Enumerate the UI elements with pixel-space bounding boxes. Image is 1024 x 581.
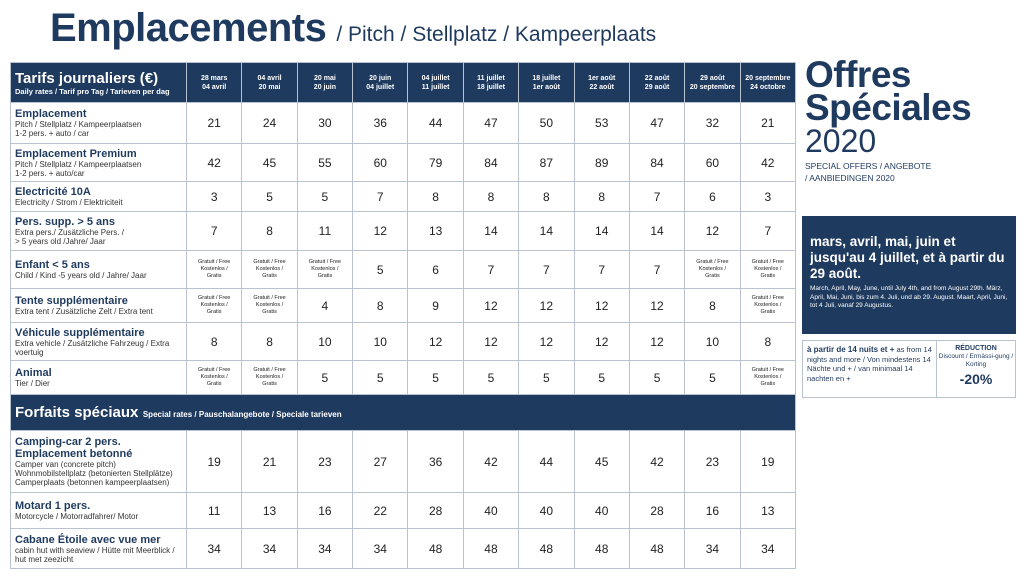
- rate-cell: 10: [353, 323, 408, 361]
- rates-header-label: Tarifs journaliers (€) Daily rates / Tarif pro Tag / Tarieven per dag: [11, 63, 187, 103]
- rate-translation: hut met zeezicht: [15, 554, 74, 564]
- rate-row-label: [11, 251, 187, 289]
- rate-cell: 8: [408, 182, 463, 212]
- rate-cell: 34: [740, 529, 795, 569]
- rate-cell: 40: [463, 493, 518, 529]
- offers-title-line1: Offres: [805, 54, 911, 95]
- free-label: Gratuit / Free: [197, 295, 231, 301]
- date-column-header: [187, 63, 242, 103]
- rate-cell: 9: [408, 289, 463, 323]
- rate-cell-free: [187, 289, 242, 323]
- rate-cell: 89: [574, 144, 629, 182]
- free-label: Gratis: [262, 381, 277, 387]
- rate-cell: 5: [463, 361, 518, 395]
- date-column-header: [574, 63, 629, 103]
- rate-row-label: [11, 361, 187, 395]
- rate-cell: 6: [408, 251, 463, 289]
- free-label: Gratuit / Free: [308, 259, 342, 265]
- discount-condition-text: as from 14 nights and more / Von mindestens 14 Nächte und + / van minimaal 14 nachten en +: [807, 345, 932, 383]
- free-label: Gratuit / Free: [253, 295, 286, 301]
- free-label: Gratis: [760, 309, 776, 315]
- free-label: Gratis: [760, 381, 776, 387]
- rate-cell-free: [187, 251, 242, 289]
- rate-cell: 13: [740, 493, 795, 529]
- rate-row: [11, 431, 796, 493]
- rate-cell: 53: [574, 103, 629, 144]
- offers-year: 2020: [805, 123, 877, 159]
- date-column-header: [740, 63, 795, 103]
- rate-cell: 42: [629, 431, 684, 493]
- rate-row: [11, 529, 796, 569]
- rate-translation: 1-2 pers. + auto / car: [15, 129, 90, 138]
- rate-cell: 4: [297, 289, 352, 323]
- rate-cell: 12: [519, 323, 574, 361]
- rate-cell: 3: [187, 182, 242, 212]
- rate-cell: 23: [297, 431, 352, 493]
- offers-subtitle-1: SPECIAL OFFERS / ANGEBOTE: [805, 161, 932, 171]
- rate-cell: 13: [408, 212, 463, 251]
- rate-cell: 19: [187, 431, 242, 493]
- date-column-header: [408, 63, 463, 103]
- rate-cell: 7: [187, 212, 242, 251]
- rate-cell: 84: [463, 144, 518, 182]
- date-label: 04 juillet: [421, 74, 450, 82]
- free-label: Kostenlos /: [255, 302, 284, 308]
- rate-cell: 48: [519, 529, 574, 569]
- rate-row: [11, 361, 796, 395]
- offers-panel: [805, 54, 1020, 184]
- rates-table: [10, 62, 796, 569]
- date-label: 20 juin: [369, 74, 392, 82]
- rate-translation: Pitch / Stellplatz / Kampeerplaatsen: [15, 159, 142, 169]
- rate-cell: 5: [242, 182, 297, 212]
- rate-name: Pers. supp. > 5 ans: [15, 216, 115, 228]
- rate-cell: 44: [408, 103, 463, 144]
- rate-cell: 12: [463, 289, 518, 323]
- free-label: Gratis: [317, 273, 333, 279]
- free-label: Gratuit / Free: [197, 367, 231, 373]
- rate-name: Motard 1 pers.: [15, 500, 91, 512]
- rate-translation: Extra vehicle / Zusätzliche Fahrzeug / Extra: [15, 338, 170, 348]
- rate-translation: Camper van (concrete pitch): [15, 460, 116, 469]
- rate-row: [11, 144, 796, 182]
- date-label: 04 juillet: [366, 83, 395, 91]
- rate-cell: 8: [685, 289, 740, 323]
- rate-row: [11, 493, 796, 529]
- rate-row-label: [11, 493, 187, 529]
- date-label: 11 juillet: [421, 83, 450, 91]
- date-label: 24 octobre: [750, 83, 786, 91]
- discount-label: RÉDUCTION: [955, 345, 997, 352]
- free-label: Gratuit / Free: [751, 367, 784, 373]
- rate-cell: 32: [685, 103, 740, 144]
- rate-translation: Motorcycle / Motorradfahrer/ Motor: [15, 512, 139, 521]
- rate-translation: Camperplaats (betonnen kampeerplaatsen): [15, 478, 170, 487]
- date-label: 11 juillet: [477, 74, 505, 82]
- rate-translation: cabin hut with seaview / Hütte mit Meerblick /: [15, 545, 175, 555]
- date-column-header: [519, 63, 574, 103]
- rate-cell: 21: [187, 103, 242, 144]
- date-label: 20 mai: [314, 74, 336, 82]
- special-rates-body: [11, 431, 796, 569]
- rate-cell: 34: [187, 529, 242, 569]
- rate-cell: 36: [353, 103, 408, 144]
- discount-condition-bold: à partir de 14 nuits et +: [807, 345, 895, 354]
- discount-value-cell: [937, 341, 1015, 397]
- rates-header-row: [11, 63, 796, 103]
- rate-cell: 16: [685, 493, 740, 529]
- rate-cell: 16: [297, 493, 352, 529]
- rate-cell: 87: [519, 144, 574, 182]
- rate-cell: 27: [353, 431, 408, 493]
- free-label: Gratuit / Free: [751, 295, 784, 301]
- rate-cell: 13: [242, 493, 297, 529]
- rate-cell: 28: [629, 493, 684, 529]
- free-label: Kostenlos /: [200, 266, 228, 272]
- date-column-header: [297, 63, 352, 103]
- rate-cell: 55: [297, 144, 352, 182]
- free-label: Gratuit / Free: [197, 259, 231, 265]
- rate-cell: 28: [408, 493, 463, 529]
- rate-cell: 12: [519, 289, 574, 323]
- free-label: Gratis: [206, 273, 222, 279]
- rate-cell: 34: [353, 529, 408, 569]
- rate-translation: Electricity / Strom / Elektriciteit: [15, 198, 123, 207]
- rate-cell: 5: [629, 361, 684, 395]
- free-label: Gratuit / Free: [253, 259, 286, 265]
- rate-cell: 7: [519, 251, 574, 289]
- rate-cell: 14: [519, 212, 574, 251]
- date-label: 20 mai: [258, 83, 281, 91]
- rate-row: [11, 323, 796, 361]
- date-label: 20 septembre: [689, 83, 735, 91]
- rate-cell: 34: [685, 529, 740, 569]
- rate-cell: 48: [629, 529, 684, 569]
- free-label: Kostenlos /: [754, 266, 782, 272]
- rate-cell: 40: [519, 493, 574, 529]
- discount-box: [802, 340, 1016, 398]
- rate-cell: 8: [187, 323, 242, 361]
- promo-text: March, April, May, June, until July 4th, and from August 29th. März, April, Mai, Juni, bis zum 4. Juli, und ab 29. August. Maart, April, Juni, tot 4 Juli, vanaf 29 Augustus.: [810, 285, 1008, 309]
- rate-cell-free: [187, 361, 242, 395]
- rate-row-label: [11, 289, 187, 323]
- free-label: Kostenlos /: [698, 266, 727, 272]
- rate-cell-free: [740, 361, 795, 395]
- discount-condition: [803, 341, 937, 397]
- rate-row-label: [11, 144, 187, 182]
- rate-cell-free: [242, 289, 297, 323]
- rate-cell: 11: [297, 212, 352, 251]
- rate-cell: 14: [629, 212, 684, 251]
- rate-cell: 48: [463, 529, 518, 569]
- date-label: 18 juillet: [476, 83, 505, 91]
- rate-cell: 42: [463, 431, 518, 493]
- rate-cell: 84: [629, 144, 684, 182]
- rate-cell: 11: [187, 493, 242, 529]
- rate-row: [11, 212, 796, 251]
- rate-cell: 5: [574, 361, 629, 395]
- rate-cell: 3: [740, 182, 795, 212]
- rate-cell: 36: [408, 431, 463, 493]
- rate-cell: 14: [574, 212, 629, 251]
- rate-cell: 8: [353, 289, 408, 323]
- free-label: Kostenlos /: [754, 302, 782, 308]
- rate-cell: 6: [685, 182, 740, 212]
- date-label: 29 août: [644, 83, 670, 91]
- rate-cell: 12: [685, 212, 740, 251]
- free-label: Gratuit / Free: [253, 367, 286, 373]
- rate-translation: > 5 years old /Jahre/ Jaar: [15, 237, 106, 246]
- rate-row-label: [11, 529, 187, 569]
- special-section-sublabel: Special rates / Pauschalangebote / Speciale tarieven: [142, 409, 342, 419]
- rate-cell: 21: [740, 103, 795, 144]
- rate-name: Emplacement Premium: [15, 147, 137, 160]
- rate-translation: Wohnmobilstellplatz (betonierten Stellplätze): [15, 469, 173, 478]
- rate-cell: 5: [297, 361, 352, 395]
- free-label: Gratis: [262, 273, 277, 279]
- discount-label-text: Discount / Ermässi-gung / Korting: [938, 353, 1014, 368]
- rate-row-label: [11, 323, 187, 361]
- rate-name-line2: Emplacement betonné: [15, 448, 133, 460]
- offers-subtitle-2: / AANBIEDINGEN 2020: [805, 173, 895, 183]
- promo-headline: mars, avril, mai, juin et jusqu'au 4 juillet, et à partir du 29 août.: [810, 234, 1005, 281]
- date-label: 1er août: [532, 83, 560, 91]
- free-label: Gratis: [705, 273, 720, 279]
- free-label: Kostenlos /: [200, 374, 228, 380]
- rate-cell: 24: [242, 103, 297, 144]
- rate-cell: 19: [740, 431, 795, 493]
- rate-cell: 7: [629, 182, 684, 212]
- rate-cell: 7: [463, 251, 518, 289]
- date-column-header: [629, 63, 684, 103]
- rate-cell: 12: [574, 323, 629, 361]
- rate-name: Cabane Étoile avec vue mer: [15, 533, 161, 546]
- rate-cell: 22: [353, 493, 408, 529]
- rate-cell: 34: [242, 529, 297, 569]
- rate-translation: Tier / Dier: [15, 379, 50, 388]
- rate-row-label: [11, 182, 187, 212]
- date-column-header: [463, 63, 518, 103]
- date-label: 22 août: [644, 74, 670, 82]
- discount-percent: -20%: [959, 371, 993, 387]
- free-label: Kostenlos /: [255, 374, 284, 380]
- date-column-header: [685, 63, 740, 103]
- rate-cell: 60: [353, 144, 408, 182]
- rate-cell: 5: [353, 251, 408, 289]
- rate-cell: 10: [297, 323, 352, 361]
- free-label: Kostenlos /: [754, 374, 782, 380]
- free-label: Gratis: [262, 309, 277, 315]
- rate-cell: 14: [463, 212, 518, 251]
- date-label: 29 août: [700, 74, 725, 82]
- rate-cell: 42: [187, 144, 242, 182]
- rate-cell-free: [242, 251, 297, 289]
- offers-title-line2: Spéciales: [805, 87, 972, 128]
- date-label: 18 juillet: [532, 74, 561, 82]
- rate-translation: 1-2 pers. + auto/car: [15, 168, 85, 178]
- rate-name: Tente supplémentaire: [15, 295, 128, 307]
- rate-cell: 21: [242, 431, 297, 493]
- rate-cell-free: [297, 251, 352, 289]
- free-label: Gratuit / Free: [696, 259, 729, 265]
- rate-cell: 23: [685, 431, 740, 493]
- rate-cell: 8: [242, 212, 297, 251]
- rate-cell: 8: [519, 182, 574, 212]
- date-label: 1er août: [588, 74, 616, 82]
- rate-translation: Child / Kind -5 years old / Jahre/ Jaar: [15, 271, 147, 280]
- rate-cell: 42: [740, 144, 795, 182]
- free-label: Kostenlos /: [311, 266, 339, 272]
- special-section-label: Forfaits spéciaux: [15, 403, 139, 421]
- rate-cell: 12: [463, 323, 518, 361]
- rate-cell: 48: [408, 529, 463, 569]
- rate-translation: voertuig: [15, 347, 44, 357]
- special-section-header: [11, 395, 796, 431]
- rate-cell: 5: [685, 361, 740, 395]
- rate-cell: 8: [740, 323, 795, 361]
- rate-cell: 5: [408, 361, 463, 395]
- rate-cell: 45: [242, 144, 297, 182]
- rate-cell: 7: [574, 251, 629, 289]
- rate-cell: 47: [463, 103, 518, 144]
- date-label: 04 avril: [202, 83, 227, 91]
- daily-rates-body: [11, 103, 796, 395]
- rate-row: [11, 251, 796, 289]
- rate-translation: Pitch / Stellplatz / Kampeerplaatsen: [15, 120, 142, 129]
- rate-cell: 12: [408, 323, 463, 361]
- rate-cell-free: [685, 251, 740, 289]
- rate-name: Emplacement: [15, 108, 87, 120]
- rate-row-label: [11, 103, 187, 144]
- free-label: Gratis: [760, 273, 776, 279]
- rate-row-label: [11, 212, 187, 251]
- free-label: Gratis: [206, 309, 222, 315]
- page-subtitle: / Pitch / Stellplatz / Kampeerplaats: [336, 23, 657, 46]
- page-title-row: [50, 6, 656, 52]
- free-label: Kostenlos /: [255, 266, 284, 272]
- rate-cell: 10: [685, 323, 740, 361]
- rate-cell: 12: [353, 212, 408, 251]
- rate-name: Electricité 10A: [15, 186, 91, 198]
- promo-box: [802, 216, 1016, 334]
- free-label: Gratuit / Free: [751, 259, 784, 265]
- rate-cell: 48: [574, 529, 629, 569]
- rate-name: Véhicule supplémentaire: [15, 326, 145, 339]
- rate-cell: 34: [297, 529, 352, 569]
- date-label: 20 septembre: [745, 74, 791, 82]
- rate-cell: 12: [629, 289, 684, 323]
- rate-cell-free: [740, 251, 795, 289]
- date-label: 22 août: [589, 83, 614, 91]
- rate-cell: 50: [519, 103, 574, 144]
- rate-cell: 60: [685, 144, 740, 182]
- rate-row: [11, 103, 796, 144]
- rate-cell: 44: [519, 431, 574, 493]
- rate-row: [11, 182, 796, 212]
- rate-cell: 30: [297, 103, 352, 144]
- rate-cell: 5: [297, 182, 352, 212]
- rate-cell-free: [740, 289, 795, 323]
- rate-cell: 12: [574, 289, 629, 323]
- rate-translation: Extra pers./ Zusätzliche Pers. /: [15, 228, 124, 237]
- rate-name: Enfant < 5 ans: [15, 259, 90, 271]
- rate-cell: 7: [353, 182, 408, 212]
- rate-translation: Extra tent / Zusätzliche Zelt / Extra tent: [15, 307, 153, 316]
- rate-cell: 7: [629, 251, 684, 289]
- rate-cell: 7: [740, 212, 795, 251]
- free-label: Gratis: [206, 381, 222, 387]
- rate-cell: 5: [353, 361, 408, 395]
- rate-name: Animal: [15, 367, 52, 379]
- rate-name: Camping-car 2 pers.: [15, 436, 121, 448]
- rate-cell: 79: [408, 144, 463, 182]
- date-label: 28 mars: [200, 74, 228, 82]
- free-label: Kostenlos /: [200, 302, 228, 308]
- date-column-header: [353, 63, 408, 103]
- rate-cell: 8: [463, 182, 518, 212]
- date-column-header: [242, 63, 297, 103]
- rate-cell: 5: [519, 361, 574, 395]
- page-title: Emplacements: [50, 6, 327, 50]
- date-label: 04 avril: [257, 74, 282, 82]
- rate-cell: 8: [242, 323, 297, 361]
- rate-cell: 40: [574, 493, 629, 529]
- rate-cell: 8: [574, 182, 629, 212]
- rate-row: [11, 289, 796, 323]
- rate-cell-free: [242, 361, 297, 395]
- rate-row-label: [11, 431, 187, 493]
- date-label: 20 juin: [313, 83, 336, 91]
- rate-cell: 45: [574, 431, 629, 493]
- rate-cell: 47: [629, 103, 684, 144]
- rate-cell: 12: [629, 323, 684, 361]
